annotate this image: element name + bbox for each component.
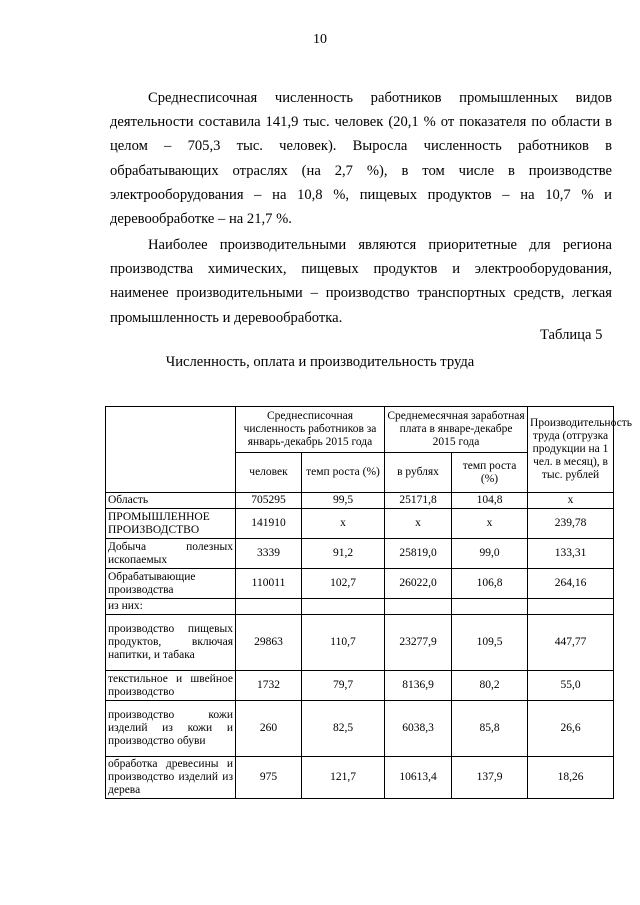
cell-growth-wage: 85,8 bbox=[452, 701, 528, 757]
table-label: Таблица 5 bbox=[540, 327, 603, 343]
empty-cell bbox=[528, 599, 614, 615]
paragraph-employment: Среднесписочная численность работников промышленных видов деятельности составила 141,9 тыс. человек (20,1 % от показателя по области в целом – 705,3 тыс. человек). Выросла численность работников в обрабатывающих отраслях (на 2,7 %), в том числе в производстве электрооборудования – на 10,8 %, пищевых продуктов – на 10,7 % и деревообработке – на 21,7 %. bbox=[110, 90, 612, 228]
header-growth-headcount: темп роста (%) bbox=[302, 453, 385, 493]
cell-growth-headcount: х bbox=[302, 509, 385, 539]
empty-cell bbox=[452, 599, 528, 615]
empty-cell bbox=[302, 599, 385, 615]
cell-growth-headcount: 110,7 bbox=[302, 615, 385, 671]
table-row bbox=[106, 671, 614, 701]
empty-cell bbox=[385, 599, 452, 615]
cell-wage: 26022,0 bbox=[385, 569, 452, 599]
table-row bbox=[106, 539, 614, 569]
cell-growth-headcount: 99,5 bbox=[302, 493, 385, 509]
cell-people: 705295 bbox=[236, 493, 302, 509]
row-name: производство кожи изделий из кожи и производство обуви bbox=[106, 701, 236, 757]
header-people: человек bbox=[236, 453, 302, 493]
cell-growth-headcount: 91,2 bbox=[302, 539, 385, 569]
cell-growth-wage: 80,2 bbox=[452, 671, 528, 701]
cell-productivity: 447,77 bbox=[528, 615, 614, 671]
header-wage-group: Среднемесячная заработная плата в январе-декабре 2015 года bbox=[385, 407, 528, 453]
header-productivity: Производительность труда (отгрузка продукции на 1 чел. в месяц), в тыс. рублей bbox=[528, 407, 614, 493]
table-row bbox=[106, 599, 614, 615]
cell-people: 3339 bbox=[236, 539, 302, 569]
cell-people: 141910 bbox=[236, 509, 302, 539]
table-row bbox=[106, 569, 614, 599]
cell-people: 260 bbox=[236, 701, 302, 757]
table-row bbox=[106, 615, 614, 671]
table-row bbox=[106, 509, 614, 539]
cell-growth-headcount: 102,7 bbox=[302, 569, 385, 599]
table-row bbox=[106, 493, 614, 509]
row-name: производство пищевых продуктов, включая напитки, и табака bbox=[106, 615, 236, 671]
cell-wage: 10613,4 bbox=[385, 757, 452, 799]
table-row bbox=[106, 757, 614, 799]
cell-growth-headcount: 121,7 bbox=[302, 757, 385, 799]
cell-growth-headcount: 79,7 bbox=[302, 671, 385, 701]
cell-productivity: 239,78 bbox=[528, 509, 614, 539]
cell-wage: 23277,9 bbox=[385, 615, 452, 671]
cell-wage: х bbox=[385, 509, 452, 539]
cell-wage: 6038,3 bbox=[385, 701, 452, 757]
row-name: ПРОМЫШЛЕННОЕ ПРОИЗВОДСТВО bbox=[106, 509, 236, 539]
table-title: Численность, оплата и производительность труда bbox=[165, 354, 475, 370]
cell-productivity: 18,26 bbox=[528, 757, 614, 799]
cell-growth-headcount: 82,5 bbox=[302, 701, 385, 757]
empty-cell bbox=[236, 599, 302, 615]
cell-productivity: 133,31 bbox=[528, 539, 614, 569]
cell-wage: 25819,0 bbox=[385, 539, 452, 569]
cell-people: 1732 bbox=[236, 671, 302, 701]
cell-productivity: 26,6 bbox=[528, 701, 614, 757]
row-name: обработка древесины и производство изделий из дерева bbox=[106, 757, 236, 799]
cell-productivity: 55,0 bbox=[528, 671, 614, 701]
cell-productivity: х bbox=[528, 493, 614, 509]
row-name: Добыча полезных ископаемых bbox=[106, 539, 236, 569]
cell-productivity: 264,16 bbox=[528, 569, 614, 599]
cell-people: 110011 bbox=[236, 569, 302, 599]
cell-wage: 25171,8 bbox=[385, 493, 452, 509]
cell-growth-wage: 109,5 bbox=[452, 615, 528, 671]
page-number: 10 bbox=[313, 32, 327, 47]
row-name: текстильное и швейное производство bbox=[106, 671, 236, 701]
header-headcount-group: Среднесписочная численность работников за январь-декабрь 2015 года bbox=[236, 407, 385, 453]
header-growth-wage: темп роста (%) bbox=[452, 453, 528, 493]
row-name: Обрабатывающие производства bbox=[106, 569, 236, 599]
cell-wage: 8136,9 bbox=[385, 671, 452, 701]
cell-growth-wage: х bbox=[452, 509, 528, 539]
paragraph-productivity: Наиболее производительными являются приоритетные для региона производства химических, пищевых продуктов и электрооборудования, наименее производительными – производство транспортных средств, легкая промышленность и деревообработка. bbox=[110, 237, 612, 326]
cell-growth-wage: 104,8 bbox=[452, 493, 528, 509]
cell-growth-wage: 137,9 bbox=[452, 757, 528, 799]
row-name: Область bbox=[106, 493, 236, 509]
cell-people: 975 bbox=[236, 757, 302, 799]
labor-table bbox=[105, 406, 632, 799]
table-row bbox=[106, 701, 614, 757]
cell-growth-wage: 106,8 bbox=[452, 569, 528, 599]
cell-growth-wage: 99,0 bbox=[452, 539, 528, 569]
header-empty-cell bbox=[106, 407, 236, 493]
row-name: из них: bbox=[106, 599, 236, 615]
cell-people: 29863 bbox=[236, 615, 302, 671]
header-rubles: в рублях bbox=[385, 453, 452, 493]
